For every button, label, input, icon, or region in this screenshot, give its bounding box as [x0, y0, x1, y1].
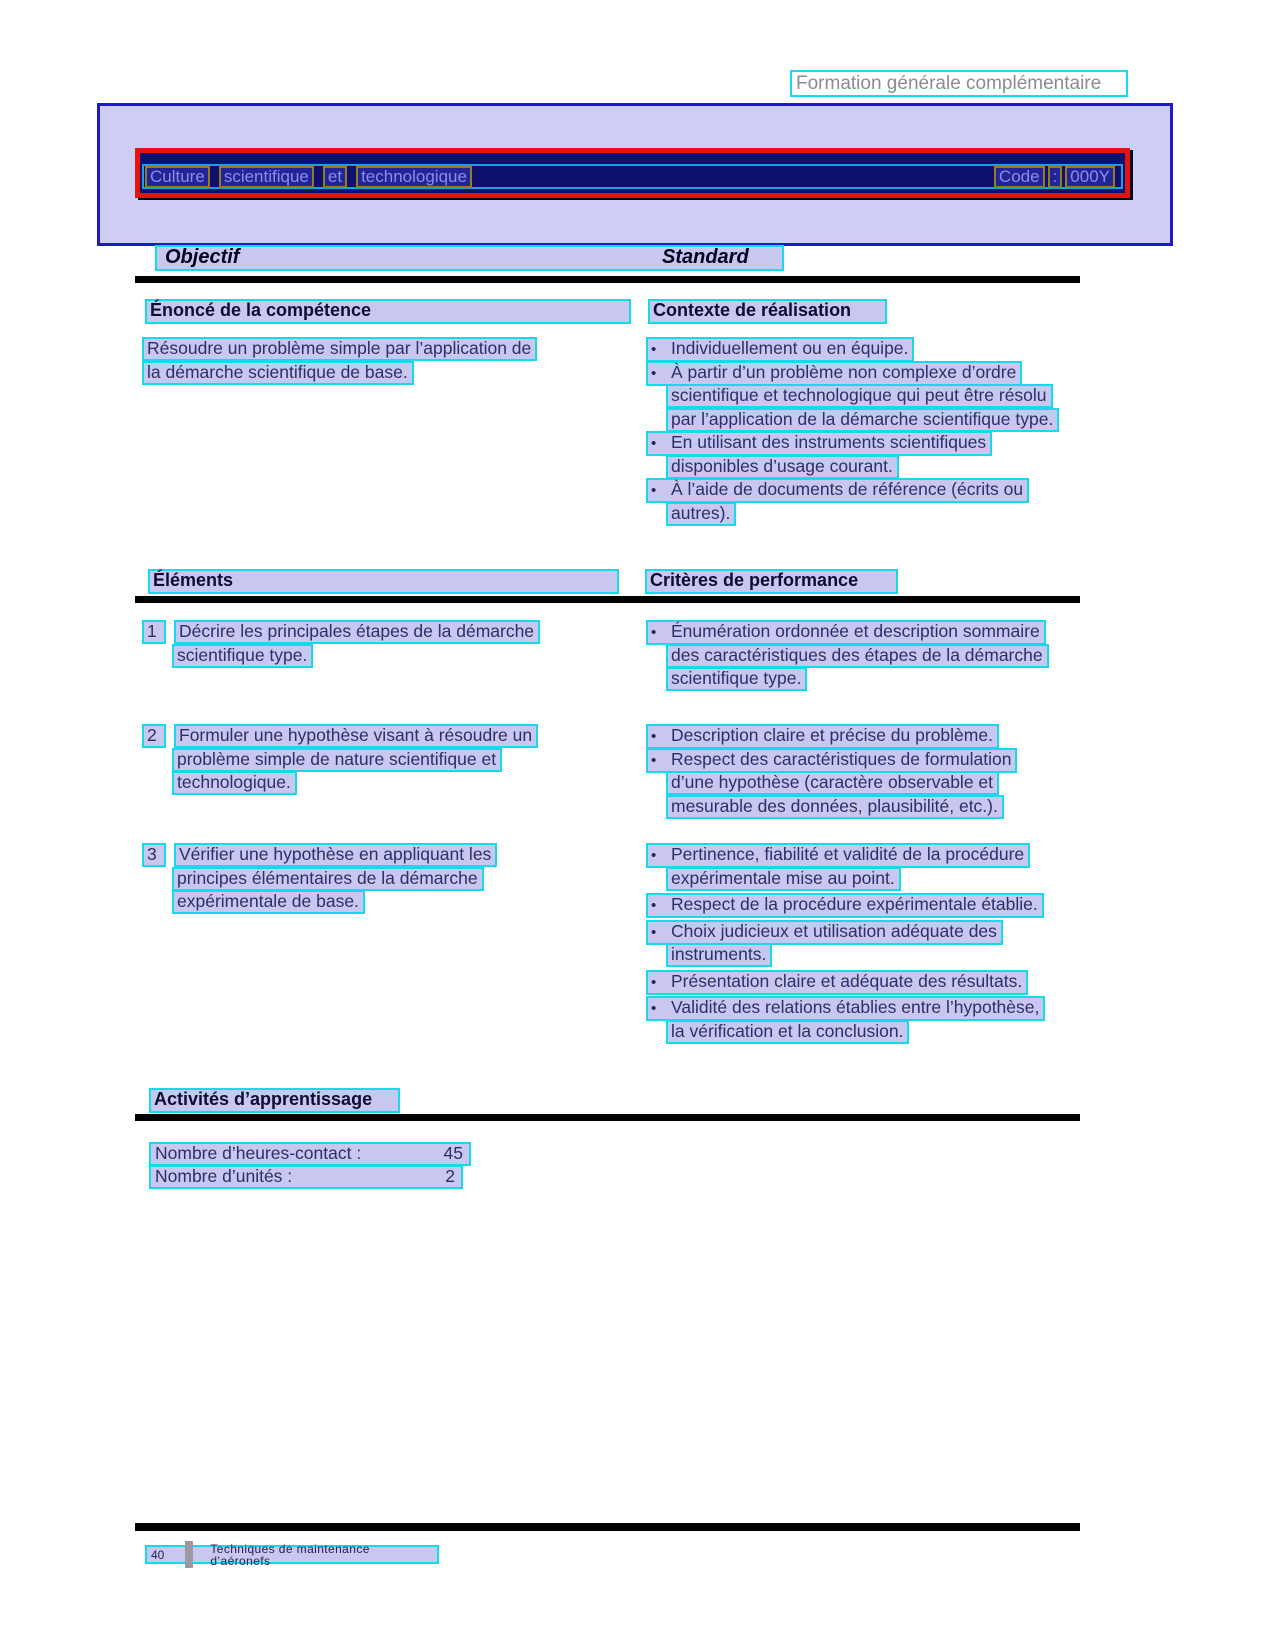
competence-paragraph — [142, 337, 537, 384]
text-line: des caractéristiques des étapes de la démarche — [666, 644, 1049, 668]
text-line: autres). — [666, 502, 736, 526]
title-word: scientifique — [219, 166, 314, 188]
bullet-line: • À partir d’un problème non complexe d’ordre — [646, 361, 1022, 386]
text-line: scientifique type. — [666, 667, 807, 691]
bullet-line: • Description claire et précise du problème. — [646, 724, 999, 749]
element-item — [142, 620, 540, 667]
text-line: d’une hypothèse (caractère observable et — [666, 771, 999, 795]
title-word: : — [1048, 166, 1063, 188]
text-line: principes élémentaires de la démarche — [172, 867, 484, 891]
bullet-icon: • — [651, 624, 657, 641]
bullet-line: • Individuellement ou en équipe. — [646, 337, 914, 362]
criteres-bullet-list — [646, 724, 1017, 818]
footer-page-number: 40 — [151, 1547, 165, 1562]
bullet-line: • Pertinence, fiabilité et validité de la procédure — [646, 843, 1030, 868]
bullet-line: • Validité des relations établies entre l’hypothèse, — [646, 996, 1045, 1021]
text-line: Décrire les principales étapes de la démarche — [174, 620, 540, 644]
footer-separator-bar — [185, 1541, 193, 1568]
contexte-header: Contexte de réalisation — [648, 299, 887, 324]
title-panel — [97, 103, 1173, 246]
bullet-icon: • — [651, 751, 657, 769]
text-line: scientifique type. — [172, 644, 313, 668]
bullet-icon: • — [651, 364, 657, 382]
bullet-line: • Énumération ordonnée et description sommaire — [646, 620, 1046, 645]
text-line: problème simple de nature scientifique et — [172, 748, 502, 772]
criteres-header: Critères de performance — [645, 569, 898, 594]
text-line: Vérifier une hypothèse en appliquant les — [174, 843, 497, 867]
page-header: Formation générale complémentaire — [790, 70, 1128, 97]
activity-label: Nombre d’unités : — [155, 1166, 293, 1186]
text-line: expérimentale de base. — [172, 890, 365, 914]
item-number: 2 — [142, 724, 166, 748]
item-number: 1 — [142, 620, 166, 644]
bullet-icon: • — [651, 341, 657, 358]
text-line: la vérification et la conclusion. — [666, 1020, 909, 1044]
title-bar — [135, 148, 1130, 198]
footer-rule — [135, 1523, 1080, 1531]
course-code — [991, 166, 1115, 188]
bullet-line: • Respect des caractéristiques de formulation — [646, 748, 1017, 773]
title-word: et — [323, 166, 347, 188]
bullet-icon: • — [651, 728, 657, 745]
text-line: expérimentale mise au point. — [666, 867, 901, 891]
bullet-icon: • — [651, 435, 657, 452]
title-word: 000Y — [1065, 166, 1115, 188]
text-line: Formuler une hypothèse visant à résoudre un — [174, 724, 538, 748]
title-bar-highlight — [142, 164, 1123, 189]
title-word: Code — [994, 166, 1045, 188]
activity-label: Nombre d’heures-contact : — [155, 1143, 362, 1163]
title-word: technologique — [356, 166, 472, 188]
text-line: par l’application de la démarche scientifique type. — [666, 408, 1059, 432]
standard-header: Standard — [662, 246, 749, 268]
text-line: Résoudre un problème simple par l’application de — [142, 337, 537, 361]
bullet-line: • Présentation claire et adéquate des résultats. — [646, 970, 1028, 995]
element-item — [142, 724, 538, 795]
objectif-header: Objectif — [165, 246, 240, 268]
contexte-bullet-list — [646, 337, 1059, 525]
title-word: Culture — [145, 166, 210, 188]
element-item — [142, 843, 497, 914]
bullet-icon: • — [651, 923, 657, 941]
text-line: mesurable des données, plausibilité, etc.). — [666, 795, 1004, 819]
divider-rule — [135, 596, 1080, 603]
bullet-icon: • — [651, 897, 657, 914]
bullet-line: • À l’aide de documents de référence (écrits ou — [646, 478, 1029, 503]
text-line: instruments. — [666, 943, 772, 967]
elements-header: Éléments — [148, 569, 619, 594]
text-line: la démarche scientifique de base. — [142, 361, 414, 385]
activity-row — [149, 1142, 471, 1166]
bullet-icon: • — [651, 1000, 657, 1017]
criteres-bullet-list — [646, 843, 1045, 1043]
text-line: scientifique et technologique qui peut être résolu — [666, 384, 1053, 408]
divider-rule — [135, 276, 1080, 283]
activites-header: Activités d’apprentissage — [149, 1088, 400, 1113]
activity-value: 45 — [443, 1143, 463, 1163]
item-number: 3 — [142, 843, 166, 867]
divider-rule — [135, 1114, 1080, 1121]
text-line: disponibles d’usage courant. — [666, 455, 899, 479]
bullet-line: • Respect de la procédure expérimentale établie. — [646, 893, 1044, 918]
bullet-icon: • — [651, 847, 657, 864]
bullet-icon: • — [651, 973, 657, 991]
bullet-line: • Choix judicieux et utilisation adéquate des — [646, 920, 1003, 945]
column-headers-band — [155, 245, 784, 271]
activity-value: 2 — [445, 1166, 455, 1186]
competence-header: Énoncé de la compétence — [145, 299, 631, 324]
activity-row — [149, 1165, 463, 1189]
bullet-icon: • — [651, 482, 657, 499]
footer-program-title: Techniques de maintenance d’aéronefs — [210, 1541, 370, 1568]
bullet-line: • En utilisant des instruments scientifiques — [646, 431, 992, 456]
criteres-bullet-list — [646, 620, 1049, 691]
text-line: technologique. — [172, 771, 297, 795]
course-title — [145, 166, 481, 188]
